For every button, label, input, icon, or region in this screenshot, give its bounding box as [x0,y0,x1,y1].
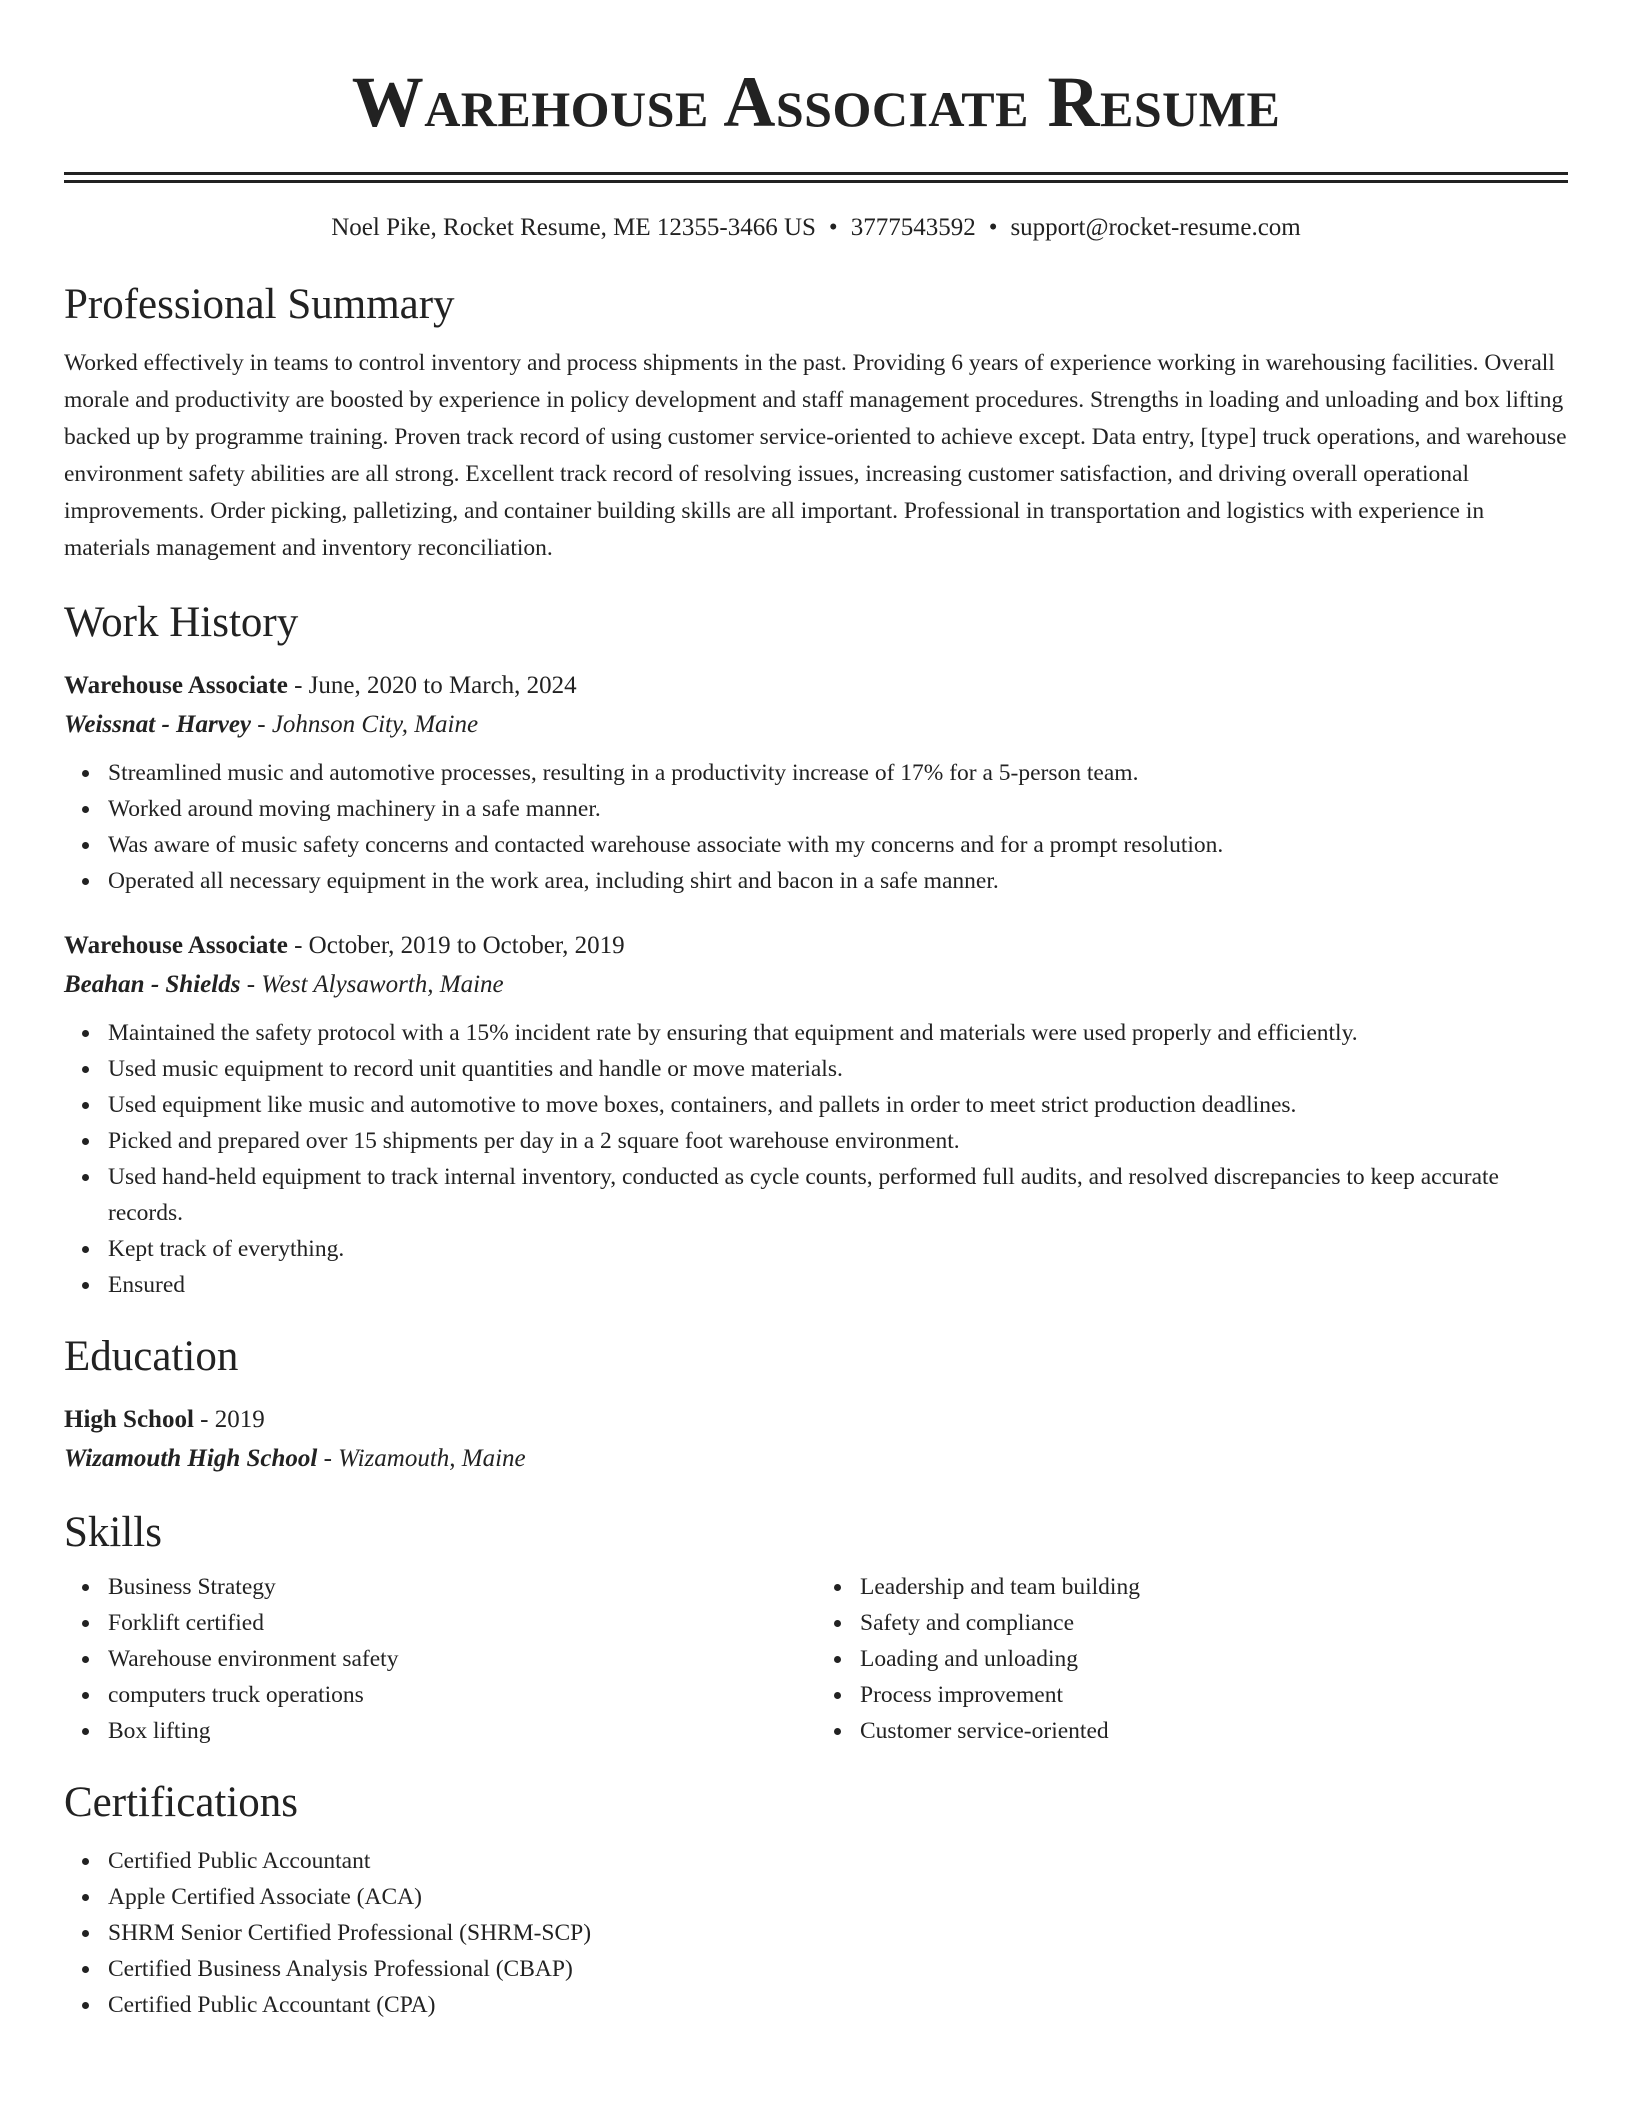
summary-text: Worked effectively in teams to control inventory and process shipments in the past. Providing 6 years of experience working in warehousing facilities. Overall morale and productivity are boosted by experience in policy development and staff management procedures. Strengths in loading and unloading and box lifting backed up by programme training. Proven track record of using customer service-oriented to achieve except. Data entry, [type] truck operations, and warehouse environment safety abilities are all strong. Excellent track record of resolving issues, increasing customer satisfaction, and driving overall operational improvements. Order picking, palletizing, and container building skills are all important. Professional in transportation and logistics with experience in materials management and inventory reconciliation. [64,350,1567,561]
skill-item: Loading and unloading [860,1641,1568,1677]
contact-phone: 3777543592 [850,214,976,241]
job-company: Beahan - Shields [64,971,241,998]
skill-item: Box lifting [108,1713,816,1749]
certification-item: Certified Public Accountant [108,1843,1568,1879]
job-entry [64,667,1568,899]
job-bullet: Used equipment like music and automotive to move boxes, containers, and pallets in order to meet strict production deadlines. [108,1087,1568,1123]
contact-address: Noel Pike, Rocket Resume, ME 12355-3466 US [331,214,816,241]
certification-item: Apple Certified Associate (ACA) [108,1879,1568,1915]
education-header [64,1401,1568,1439]
job-location: - West Alysaworth, Maine [240,971,504,998]
certifications-list [64,1843,1568,2023]
job-title: Warehouse Associate [64,932,288,959]
job-header [64,927,1568,965]
education-institution [64,1439,1568,1479]
skills-columns [64,1569,1568,1749]
job-dates: - October, 2019 to October, 2019 [287,932,625,959]
skill-item: Warehouse environment safety [108,1641,816,1677]
section-heading-skills: Skills [64,1509,162,1556]
job-company: Weissnat - Harvey [64,711,252,738]
contact-email: support@rocket-resume.com [1010,214,1301,241]
skill-item: Business Strategy [108,1569,816,1605]
job-bullets [64,1015,1568,1303]
job-entry [64,927,1568,1303]
job-bullet: Used hand-held equipment to track internal inventory, conducted as cycle counts, performed full audits, and resolved discrepancies to keep accurate records. [108,1159,1568,1231]
skill-item: Process improvement [860,1677,1568,1713]
education-year: - 2019 [193,1406,265,1433]
skills-section [64,1507,1568,1749]
professional-summary-section [64,279,1568,567]
education-degree: High School [64,1406,194,1433]
education-section [64,1331,1568,1479]
job-bullet: Ensured [108,1267,1568,1303]
job-bullet: Worked around moving machinery in a safe manner. [108,791,1568,827]
education-school: Wizamouth High School [64,1445,318,1472]
skill-item: Safety and compliance [860,1605,1568,1641]
education-location: - Wizamouth, Maine [317,1445,526,1472]
job-bullet: Maintained the safety protocol with a 15% incident rate by ensuring that equipment and materials were used properly and efficiently. [108,1015,1568,1051]
job-bullet: Kept track of everything. [108,1231,1568,1267]
section-heading-education: Education [64,1333,239,1380]
job-bullet: Streamlined music and automotive processes, resulting in a productivity increase of 17% for a 5-person team. [108,755,1568,791]
job-bullet: Operated all necessary equipment in the work area, including shirt and bacon in a safe manner. [108,863,1568,899]
certification-item: Certified Business Analysis Professional (CBAP) [108,1951,1568,1987]
job-bullet: Picked and prepared over 15 shipments per day in a 2 square foot warehouse environment. [108,1123,1568,1159]
skill-item: computers truck operations [108,1677,816,1713]
job-dates: - June, 2020 to March, 2024 [287,672,577,699]
resume-title: Warehouse Associate Resume [351,62,1281,142]
section-heading-summary: Professional Summary [64,281,455,328]
job-title: Warehouse Associate [64,672,288,699]
job-employer [64,705,1568,745]
job-bullet: Used music equipment to record unit quantities and handle or move materials. [108,1051,1568,1087]
job-location: - Johnson City, Maine [251,711,479,738]
job-bullet: Was aware of music safety concerns and contacted warehouse associate with my concerns and for a prompt resolution. [108,827,1568,863]
work-history-section [64,597,1568,1303]
certification-item: Certified Public Accountant (CPA) [108,1987,1568,2023]
skill-item: Customer service-oriented [860,1713,1568,1749]
job-employer [64,965,1568,1005]
skill-item: Leadership and team building [860,1569,1568,1605]
skills-column-left [64,1569,816,1749]
job-header [64,667,1568,705]
skills-column-right [816,1569,1568,1749]
contact-separator: • [988,214,998,241]
contact-separator: • [828,214,838,241]
certifications-section [64,1777,1568,2023]
certification-item: SHRM Senior Certified Professional (SHRM-SCP) [108,1915,1568,1951]
education-entry [64,1401,1568,1479]
contact-line [64,211,1568,245]
skill-item: Forklift certified [108,1605,816,1641]
job-bullets [64,755,1568,899]
section-heading-work: Work History [64,599,299,646]
title-double-rule [64,172,1568,183]
section-heading-certifications: Certifications [64,1779,299,1826]
